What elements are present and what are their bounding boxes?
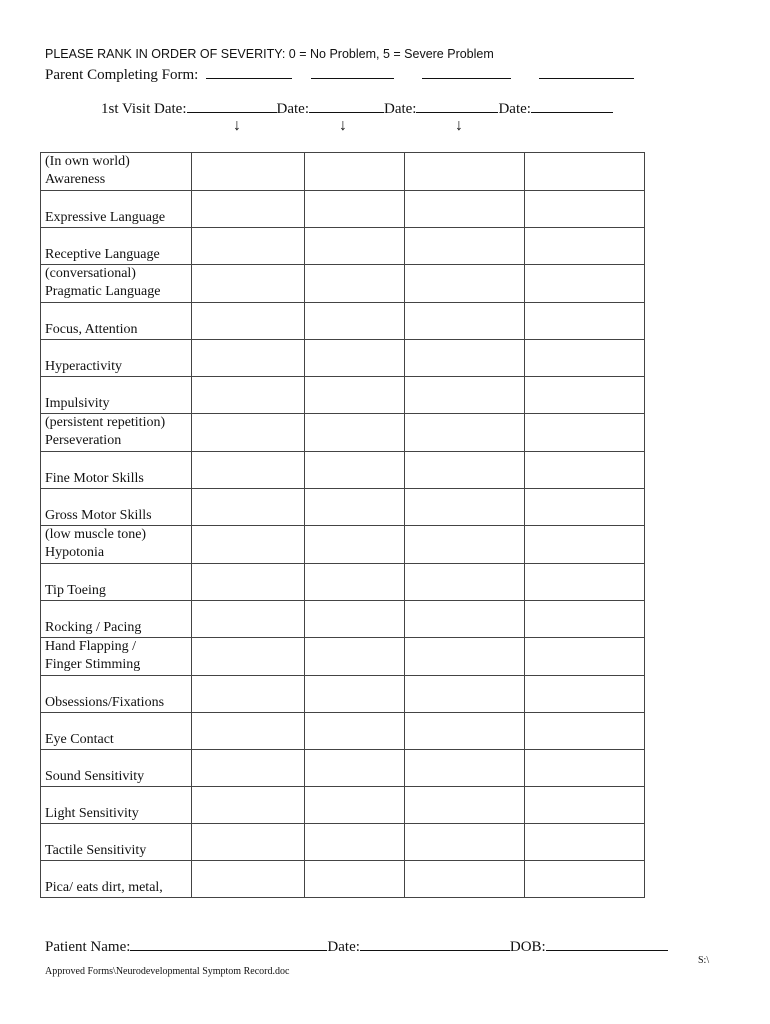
date-label-3: Date: xyxy=(383,101,417,117)
rating-cell-visit-3[interactable] xyxy=(405,452,525,489)
rating-cell-visit-1[interactable] xyxy=(192,526,305,564)
rating-cell-visit-2[interactable] xyxy=(305,303,405,340)
rating-cell-visit-4[interactable] xyxy=(525,452,645,489)
parent-blank-2[interactable] xyxy=(311,64,394,79)
patient-name-blank[interactable] xyxy=(130,936,327,951)
table-row xyxy=(41,191,645,228)
visit-dates-line xyxy=(101,98,613,118)
rating-cell-visit-3[interactable] xyxy=(405,601,525,638)
rating-cell-visit-2[interactable] xyxy=(305,489,405,526)
symptom-label-cell xyxy=(41,452,192,489)
drive-mark: S:\ xyxy=(698,955,710,966)
rating-cell-visit-2[interactable] xyxy=(305,861,405,898)
rating-cell-visit-3[interactable] xyxy=(405,153,525,191)
symptom-label-cell xyxy=(41,153,192,191)
symptom-label-text: (In own world) xyxy=(45,154,130,169)
rating-cell-visit-2[interactable] xyxy=(305,414,405,452)
parent-blank-1[interactable] xyxy=(206,64,292,79)
rating-cell-visit-3[interactable] xyxy=(405,750,525,787)
parent-completing-form-line xyxy=(45,64,634,84)
rating-cell-visit-1[interactable] xyxy=(192,191,305,228)
table-row xyxy=(41,153,645,191)
rating-cell-visit-3[interactable] xyxy=(405,191,525,228)
table-row xyxy=(41,228,645,265)
rating-cell-visit-1[interactable] xyxy=(192,676,305,713)
rating-cell-visit-3[interactable] xyxy=(405,414,525,452)
symptom-label-cell xyxy=(41,414,192,452)
symptom-label-cell xyxy=(41,713,192,750)
symptom-label-text: Focus, Attention xyxy=(45,322,138,337)
table-row xyxy=(41,861,645,898)
rating-cell-visit-4[interactable] xyxy=(525,601,645,638)
severity-instruction: PLEASE RANK IN ORDER OF SEVERITY: 0 = No Problem, 5 = Severe Problem xyxy=(45,47,494,61)
table-row xyxy=(41,564,645,601)
rating-cell-visit-4[interactable] xyxy=(525,489,645,526)
symptom-label-text: Light Sensitivity xyxy=(45,806,139,821)
symptom-label-cell xyxy=(41,601,192,638)
symptom-label-text: Expressive Language xyxy=(45,210,166,225)
rating-cell-visit-1[interactable] xyxy=(192,452,305,489)
rating-cell-visit-4[interactable] xyxy=(525,414,645,452)
dob-blank[interactable] xyxy=(546,936,668,951)
first-visit-date-label: 1st Visit Date: xyxy=(101,101,187,117)
symptom-label-text: Hypotonia xyxy=(45,545,105,560)
rating-cell-visit-3[interactable] xyxy=(405,377,525,414)
rating-cell-visit-1[interactable] xyxy=(192,601,305,638)
rating-cell-visit-3[interactable] xyxy=(405,713,525,750)
symptom-label-cell xyxy=(41,750,192,787)
date-label-2: Date: xyxy=(276,101,309,117)
rating-cell-visit-2[interactable] xyxy=(305,601,405,638)
rating-cell-visit-1[interactable] xyxy=(192,861,305,898)
symptom-label-text: Sound Sensitivity xyxy=(45,769,145,784)
rating-cell-visit-3[interactable] xyxy=(405,787,525,824)
dob-label: DOB: xyxy=(509,939,546,955)
rating-cell-visit-3[interactable] xyxy=(405,676,525,713)
symptom-label-text: Eye Contact xyxy=(45,732,114,747)
rating-cell-visit-4[interactable] xyxy=(525,303,645,340)
symptom-label-text: Hand Flapping / xyxy=(45,639,136,654)
rating-cell-visit-2[interactable] xyxy=(305,750,405,787)
rating-cell-visit-3[interactable] xyxy=(405,265,525,303)
rating-cell-visit-3[interactable] xyxy=(405,489,525,526)
rating-cell-visit-4[interactable] xyxy=(525,787,645,824)
symptom-label-text: Hyperactivity xyxy=(45,359,122,374)
rating-cell-visit-1[interactable] xyxy=(192,787,305,824)
symptom-label-cell xyxy=(41,303,192,340)
rating-cell-visit-2[interactable] xyxy=(305,787,405,824)
table-row xyxy=(41,750,645,787)
rating-cell-visit-2[interactable] xyxy=(305,265,405,303)
rating-cell-visit-2[interactable] xyxy=(305,153,405,191)
rating-cell-visit-1[interactable] xyxy=(192,564,305,601)
symptom-label-text: Impulsivity xyxy=(45,396,110,411)
rating-cell-visit-3[interactable] xyxy=(405,340,525,377)
rating-cell-visit-2[interactable] xyxy=(305,638,405,676)
rating-cell-visit-4[interactable] xyxy=(525,564,645,601)
first-visit-date-blank[interactable] xyxy=(187,98,277,113)
rating-cell-visit-4[interactable] xyxy=(525,750,645,787)
table-row xyxy=(41,377,645,414)
rating-cell-visit-1[interactable] xyxy=(192,303,305,340)
document-file-path: Approved Forms\Neurodevelopmental Symptom Record.doc xyxy=(45,966,290,977)
symptom-label-text: Obsessions/Fixations xyxy=(45,695,165,710)
rating-cell-visit-4[interactable] xyxy=(525,265,645,303)
table-row xyxy=(41,414,645,452)
symptom-label-text: (low muscle tone) xyxy=(45,527,147,542)
rating-cell-visit-2[interactable] xyxy=(305,824,405,861)
symptom-severity-table xyxy=(40,152,645,898)
symptom-label-cell xyxy=(41,191,192,228)
rating-cell-visit-4[interactable] xyxy=(525,153,645,191)
rating-cell-visit-4[interactable] xyxy=(525,377,645,414)
table-row xyxy=(41,265,645,303)
rating-cell-visit-3[interactable] xyxy=(405,303,525,340)
date-blank-4[interactable] xyxy=(531,98,613,113)
rating-cell-visit-2[interactable] xyxy=(305,676,405,713)
patient-name-label: Patient Name: xyxy=(45,939,131,955)
rating-cell-visit-1[interactable] xyxy=(192,414,305,452)
rating-cell-visit-3[interactable] xyxy=(405,638,525,676)
rating-cell-visit-2[interactable] xyxy=(305,228,405,265)
symptom-label-cell xyxy=(41,228,192,265)
table-row xyxy=(41,713,645,750)
symptom-label-cell xyxy=(41,377,192,414)
rating-cell-visit-1[interactable] xyxy=(192,489,305,526)
symptom-label-cell xyxy=(41,861,192,898)
symptom-label-text: Awareness xyxy=(45,172,106,187)
symptom-label-cell xyxy=(41,265,192,303)
parent-completing-label: Parent Completing Form: xyxy=(45,67,199,83)
table-row xyxy=(41,452,645,489)
table-row xyxy=(41,824,645,861)
down-arrow-icon: ↓ xyxy=(233,117,241,134)
down-arrow-icon: ↓ xyxy=(455,117,463,134)
date-blank-2[interactable] xyxy=(309,98,384,113)
rating-cell-visit-2[interactable] xyxy=(305,713,405,750)
symptom-label-text: Gross Motor Skills xyxy=(45,508,152,523)
rating-cell-visit-1[interactable] xyxy=(192,824,305,861)
rating-cell-visit-3[interactable] xyxy=(405,564,525,601)
rating-cell-visit-4[interactable] xyxy=(525,676,645,713)
rating-cell-visit-2[interactable] xyxy=(305,452,405,489)
symptom-label-text: Receptive Language xyxy=(45,247,160,262)
table-row xyxy=(41,638,645,676)
patient-info-line xyxy=(45,936,668,956)
rating-cell-visit-3[interactable] xyxy=(405,228,525,265)
rating-cell-visit-2[interactable] xyxy=(305,526,405,564)
rating-cell-visit-4[interactable] xyxy=(525,824,645,861)
table-row xyxy=(41,340,645,377)
symptom-label-cell xyxy=(41,564,192,601)
rating-cell-visit-4[interactable] xyxy=(525,191,645,228)
rating-cell-visit-1[interactable] xyxy=(192,228,305,265)
symptom-label-cell xyxy=(41,787,192,824)
rating-cell-visit-2[interactable] xyxy=(305,377,405,414)
table-row xyxy=(41,676,645,713)
rating-cell-visit-4[interactable] xyxy=(525,228,645,265)
table-row xyxy=(41,526,645,564)
symptom-label-text: (persistent repetition) xyxy=(45,415,166,430)
symptom-label-text: Tip Toeing xyxy=(45,583,106,598)
rating-cell-visit-1[interactable] xyxy=(192,713,305,750)
rating-cell-visit-4[interactable] xyxy=(525,526,645,564)
rating-cell-visit-4[interactable] xyxy=(525,713,645,750)
date-blank-3[interactable] xyxy=(416,98,498,113)
down-arrow-icon: ↓ xyxy=(339,117,347,134)
rating-cell-visit-2[interactable] xyxy=(305,564,405,601)
symptom-label-cell xyxy=(41,638,192,676)
rating-cell-visit-1[interactable] xyxy=(192,340,305,377)
symptom-label-text: (conversational) xyxy=(45,266,136,281)
symptom-label-text: Perseveration xyxy=(45,433,122,448)
rating-cell-visit-2[interactable] xyxy=(305,191,405,228)
table-row xyxy=(41,489,645,526)
rating-cell-visit-3[interactable] xyxy=(405,526,525,564)
symptom-label-text: Pragmatic Language xyxy=(45,284,161,299)
symptom-label-text: Finger Stimming xyxy=(45,657,141,672)
rating-cell-visit-4[interactable] xyxy=(525,340,645,377)
footer-date-label: Date: xyxy=(327,939,360,955)
table-row xyxy=(41,787,645,824)
rating-cell-visit-4[interactable] xyxy=(525,861,645,898)
symptom-label-text: Pica/ eats dirt, metal, xyxy=(45,880,163,895)
rating-cell-visit-3[interactable] xyxy=(405,824,525,861)
rating-cell-visit-1[interactable] xyxy=(192,750,305,787)
footer-date-blank[interactable] xyxy=(360,936,510,951)
symptom-label-cell xyxy=(41,526,192,564)
rating-cell-visit-2[interactable] xyxy=(305,340,405,377)
parent-blank-3[interactable] xyxy=(422,64,511,79)
symptom-label-cell xyxy=(41,824,192,861)
symptom-label-cell xyxy=(41,489,192,526)
date-label-4: Date: xyxy=(498,101,531,117)
rating-cell-visit-1[interactable] xyxy=(192,638,305,676)
parent-blank-4[interactable] xyxy=(539,64,634,79)
symptom-label-text: Fine Motor Skills xyxy=(45,471,144,486)
rating-cell-visit-1[interactable] xyxy=(192,265,305,303)
rating-cell-visit-1[interactable] xyxy=(192,377,305,414)
symptom-label-cell xyxy=(41,676,192,713)
rating-cell-visit-1[interactable] xyxy=(192,153,305,191)
symptom-label-text: Tactile Sensitivity xyxy=(45,843,147,858)
table-row xyxy=(41,601,645,638)
rating-cell-visit-3[interactable] xyxy=(405,861,525,898)
rating-cell-visit-4[interactable] xyxy=(525,638,645,676)
symptom-label-text: Rocking / Pacing xyxy=(45,620,142,635)
table-row xyxy=(41,303,645,340)
symptom-label-cell xyxy=(41,340,192,377)
